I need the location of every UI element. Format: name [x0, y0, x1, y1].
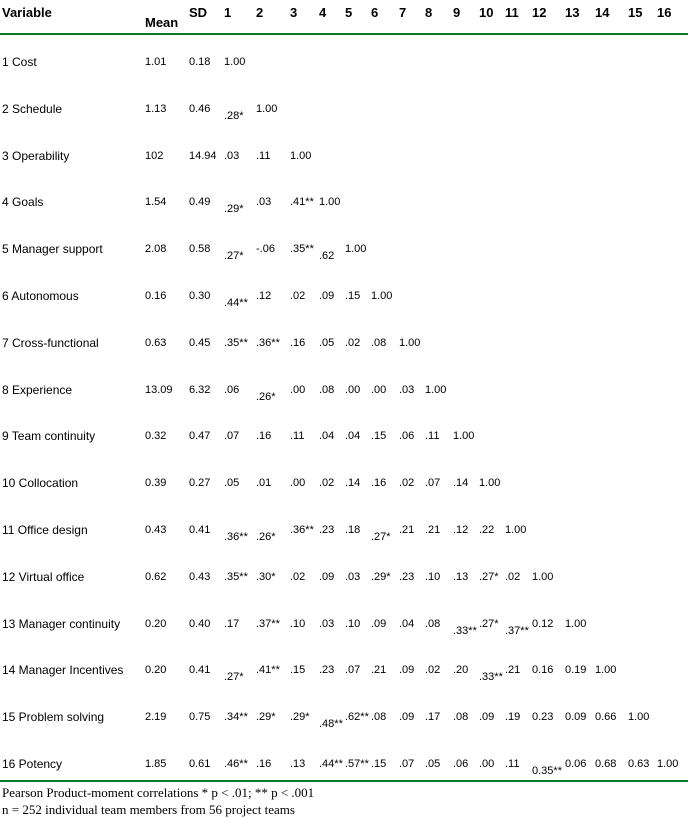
correlation-cell: .11: [505, 758, 520, 770]
header-col-1: 1: [224, 5, 232, 20]
row-mean: 0.16: [145, 290, 167, 302]
row-sd: 0.75: [189, 711, 211, 724]
correlation-cell: 0.19: [565, 664, 587, 677]
correlation-cell: .29*: [371, 570, 391, 583]
correlation-cell: .09: [399, 711, 415, 724]
correlation-cell: .08: [453, 711, 469, 724]
row-mean: 13.09: [145, 383, 173, 396]
correlation-cell: .35**: [290, 243, 314, 256]
correlation-cell: .07: [425, 477, 441, 490]
correlation-cell: .12: [453, 524, 469, 536]
correlation-cell: .02: [319, 477, 335, 490]
correlation-cell: 1.00: [657, 758, 679, 770]
correlation-cell: .09: [371, 617, 387, 630]
correlation-cell: .29*: [224, 203, 244, 216]
correlation-cell: .33**: [479, 671, 503, 684]
footer-rule: [0, 780, 688, 782]
correlation-cell: .23: [319, 524, 335, 536]
row-mean: 2.19: [145, 711, 167, 724]
correlation-cell: .27*: [371, 531, 391, 543]
correlation-cell: 0.12: [532, 617, 554, 630]
correlation-cell: .00: [345, 383, 361, 396]
correlation-cell: .29*: [256, 711, 276, 724]
row-mean: 0.20: [145, 664, 167, 677]
correlation-cell: .02: [505, 570, 521, 583]
correlation-cell: 1.00: [595, 664, 617, 677]
header-mean: Mean: [145, 15, 179, 30]
row-sd: 0.45: [189, 336, 211, 349]
correlation-cell: .13: [453, 570, 469, 583]
correlation-cell: .15: [290, 664, 306, 677]
row-label: 4 Goals: [2, 195, 44, 210]
row-mean: 1.85: [145, 758, 167, 770]
correlation-cell: .26*: [256, 531, 276, 543]
correlation-cell: .10: [345, 617, 361, 630]
correlation-cell: .10: [290, 617, 306, 630]
correlation-cell: 1.00: [290, 149, 312, 162]
correlation-cell: .09: [319, 290, 335, 302]
correlation-cell: .04: [345, 430, 361, 443]
row-label: 5 Manager support: [2, 242, 103, 257]
correlation-cell: 0.06: [565, 758, 587, 770]
correlation-cell: .21: [505, 664, 521, 677]
correlation-cell: .27*: [479, 617, 499, 630]
correlation-cell: .16: [290, 336, 306, 349]
correlation-cell: .00: [371, 383, 387, 396]
correlation-cell: .35**: [224, 336, 248, 349]
correlation-cell: 0.63: [628, 758, 650, 770]
correlation-cell: .00: [290, 477, 306, 490]
correlation-cell: .05: [224, 477, 240, 490]
correlation-cell: 1.00: [453, 430, 475, 443]
correlation-cell: .03: [224, 149, 240, 162]
header-col-3: 3: [290, 5, 298, 20]
correlation-cell: .08: [371, 336, 387, 349]
row-mean: 1.54: [145, 196, 167, 209]
row-sd: 14.94: [189, 149, 217, 162]
correlation-cell: .11: [425, 430, 440, 443]
row-sd: 0.47: [189, 430, 211, 443]
row-mean: 1.13: [145, 102, 167, 115]
header-col-12: 12: [532, 5, 547, 20]
correlation-cell: .00: [479, 758, 495, 770]
correlation-cell: .37**: [505, 624, 529, 637]
correlation-cell: 1.00: [505, 524, 527, 536]
row-label: 10 Collocation: [2, 476, 79, 491]
correlation-cell: 1.00: [565, 617, 587, 630]
significance-note: Pearson Product-moment correlations * p < .01; ** p < .001: [2, 785, 315, 800]
header-col-6: 6: [371, 5, 379, 20]
row-mean: 0.63: [145, 336, 167, 349]
header-col-7: 7: [399, 5, 407, 20]
sample-size-note: n = 252 individual team members from 56 project teams: [2, 802, 295, 817]
correlation-cell: .16: [371, 477, 387, 490]
correlation-cell: .03: [319, 617, 335, 630]
row-label: 15 Problem solving: [2, 710, 105, 725]
correlation-cell: .00: [290, 383, 306, 396]
correlation-cell: .36**: [256, 336, 280, 349]
correlation-cell: .21: [371, 664, 387, 677]
correlation-cell: .11: [290, 430, 305, 443]
header-col-8: 8: [425, 5, 433, 20]
correlation-cell: .27*: [479, 570, 499, 583]
correlation-cell: .03: [399, 383, 415, 396]
row-sd: 0.18: [189, 56, 211, 68]
header-col-4: 4: [319, 5, 327, 20]
correlation-cell: .27*: [224, 250, 244, 263]
correlation-cell: .14: [345, 477, 361, 490]
row-label: 1 Cost: [2, 55, 37, 69]
row-sd: 0.41: [189, 664, 211, 677]
correlation-cell: .46**: [224, 758, 248, 770]
correlation-cell: -.06: [256, 243, 275, 256]
correlation-cell: .18: [345, 524, 361, 536]
correlation-cell: .36**: [224, 531, 248, 543]
row-sd: 0.41: [189, 524, 211, 536]
correlation-cell: .62: [319, 250, 335, 263]
row-mean: 102: [145, 149, 164, 162]
row-mean: 0.32: [145, 430, 167, 443]
correlation-cell: .21: [399, 524, 415, 536]
row-label: 12 Virtual office: [2, 569, 85, 584]
correlation-cell: .04: [319, 430, 335, 443]
row-label: 14 Manager Incentives: [2, 663, 124, 678]
correlation-cell: .09: [479, 711, 495, 724]
correlation-cell: .08: [425, 617, 441, 630]
correlation-cell: 1.00: [479, 477, 501, 490]
correlation-cell: .12: [256, 290, 272, 302]
correlation-cell: .06: [399, 430, 415, 443]
correlation-cell: .16: [256, 430, 272, 443]
correlation-cell: .27*: [224, 671, 244, 684]
correlation-cell: .19: [505, 711, 521, 724]
row-label: 13 Manager continuity: [2, 616, 121, 631]
row-label: 6 Autonomous: [2, 289, 79, 303]
correlation-cell: .35**: [224, 570, 248, 583]
row-label: 16 Potency: [2, 757, 63, 771]
correlation-cell: .02: [399, 477, 415, 490]
correlation-cell: .06: [224, 383, 240, 396]
correlation-cell: 0.35**: [532, 765, 562, 777]
row-label: 8 Experience: [2, 382, 73, 397]
header-col-15: 15: [628, 5, 643, 20]
header-col-11: 11: [505, 5, 519, 20]
correlation-cell: .02: [345, 336, 361, 349]
row-mean: 0.43: [145, 524, 167, 536]
header-sd: SD: [189, 5, 208, 20]
correlation-cell: 1.00: [425, 383, 447, 396]
correlation-cell: .04: [399, 617, 415, 630]
correlation-cell: .44**: [224, 297, 248, 309]
correlation-cell: .44**: [319, 758, 343, 770]
header-col-5: 5: [345, 5, 353, 20]
correlation-cell: .06: [453, 758, 469, 770]
correlation-cell: .05: [425, 758, 441, 770]
correlation-cell: 0.23: [532, 711, 554, 724]
correlation-cell: 1.00: [532, 570, 554, 583]
correlation-cell: 1.00: [224, 56, 246, 68]
correlation-cell: .23: [399, 570, 415, 583]
row-sd: 0.58: [189, 243, 211, 256]
correlation-cell: .17: [425, 711, 441, 724]
header-col-2: 2: [256, 5, 264, 20]
row-mean: 2.08: [145, 243, 167, 256]
correlation-cell: .22: [479, 524, 495, 536]
correlation-cell: .08: [319, 383, 335, 396]
correlation-cell: 1.00: [319, 196, 341, 209]
correlation-cell: .37**: [256, 617, 280, 630]
correlation-cell: .10: [425, 570, 441, 583]
header-col-16: 16: [657, 5, 672, 20]
row-label: 2 Schedule: [2, 101, 63, 116]
correlation-cell: .30*: [256, 570, 276, 583]
header-rule: [0, 33, 688, 35]
correlation-cell: 0.09: [565, 711, 587, 724]
correlation-cell: .34**: [224, 711, 248, 724]
correlation-cell: .15: [371, 758, 387, 770]
correlation-cell: .41**: [256, 664, 280, 677]
row-sd: 0.46: [189, 102, 211, 115]
row-label: 9 Team continuity: [2, 429, 96, 444]
header-col-10: 10: [479, 5, 494, 20]
correlation-cell: .57**: [345, 758, 369, 770]
row-sd: 6.32: [189, 383, 211, 396]
correlation-cell: .03: [256, 196, 272, 209]
row-sd: 0.30: [189, 290, 211, 302]
row-mean: 0.39: [145, 477, 167, 490]
correlation-cell: .03: [345, 570, 361, 583]
correlation-cell: .28*: [224, 109, 244, 122]
row-mean: 0.62: [145, 570, 167, 583]
correlation-cell: 1.00: [628, 711, 650, 724]
correlation-cell: .41**: [290, 196, 314, 209]
row-label: 11 Office design: [2, 523, 88, 537]
row-mean: 1.01: [145, 56, 167, 68]
correlation-cell: .13: [290, 758, 306, 770]
correlation-cell: .48**: [319, 718, 343, 731]
header-col-14: 14: [595, 5, 610, 20]
correlation-cell: 1.00: [371, 290, 393, 302]
header-col-13: 13: [565, 5, 580, 20]
row-label: 7 Cross-functional: [2, 335, 99, 350]
correlation-cell: .07: [345, 664, 361, 677]
header-variable: Variable: [2, 5, 52, 20]
row-sd: 0.43: [189, 570, 211, 583]
correlation-cell: .36**: [290, 524, 314, 536]
correlation-cell: .20: [453, 664, 469, 677]
correlation-cell: .15: [345, 290, 361, 302]
row-label: 3 Operability: [2, 148, 70, 163]
correlation-cell: .14: [453, 477, 469, 490]
correlation-cell: 0.16: [532, 664, 554, 677]
correlation-cell: .09: [319, 570, 335, 583]
correlation-cell: 0.66: [595, 711, 617, 724]
correlation-cell: 1.00: [399, 336, 421, 349]
correlation-cell: .26*: [256, 390, 276, 403]
header-col-9: 9: [453, 5, 461, 20]
correlation-cell: 1.00: [256, 102, 278, 115]
correlation-cell: .21: [425, 524, 441, 536]
correlation-cell: .16: [256, 758, 272, 770]
correlation-cell: 1.00: [345, 243, 367, 256]
correlation-cell: .29*: [290, 711, 310, 724]
correlation-cell: 0.68: [595, 758, 617, 770]
row-sd: 0.40: [189, 617, 211, 630]
correlation-cell: .17: [224, 617, 240, 630]
correlation-cell: .01: [256, 477, 272, 490]
row-sd: 0.49: [189, 196, 211, 209]
correlation-cell: .02: [290, 570, 306, 583]
row-sd: 0.61: [189, 758, 211, 770]
correlation-cell: .07: [224, 430, 240, 443]
row-mean: 0.20: [145, 617, 167, 630]
row-sd: 0.27: [189, 477, 211, 490]
correlation-cell: .09: [399, 664, 415, 677]
correlation-cell: .08: [371, 711, 387, 724]
correlation-cell: .11: [256, 149, 271, 162]
correlation-cell: .05: [319, 336, 335, 349]
correlation-cell: .62**: [345, 711, 369, 724]
correlation-cell: .02: [290, 290, 306, 302]
correlation-cell: .02: [425, 664, 441, 677]
correlation-cell: .07: [399, 758, 415, 770]
correlation-cell: .23: [319, 664, 335, 677]
correlation-cell: .15: [371, 430, 387, 443]
correlation-cell: .33**: [453, 624, 477, 637]
